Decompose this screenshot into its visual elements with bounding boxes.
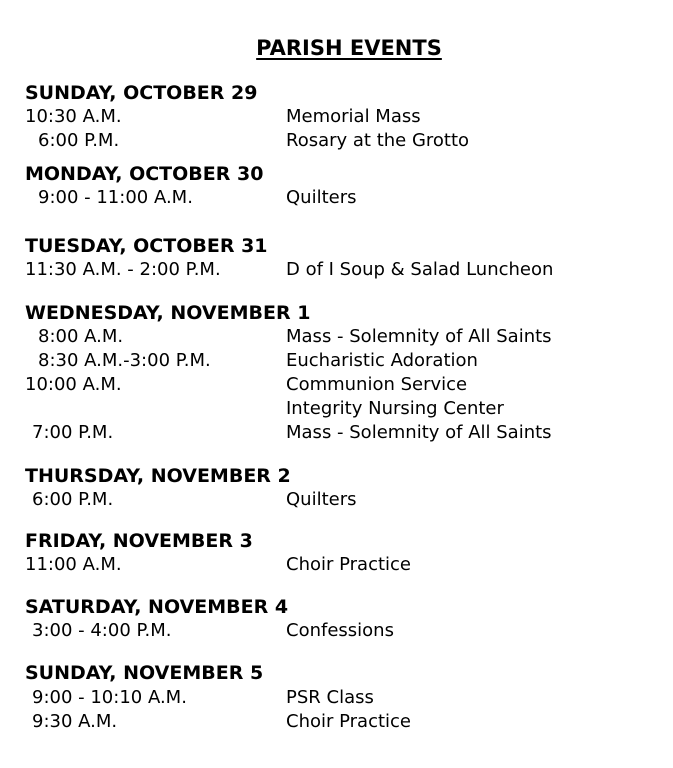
- day-heading: SUNDAY, NOVEMBER 5: [25, 662, 264, 684]
- event-time: 6:00 P.M.: [38, 130, 120, 151]
- event-name: D of I Soup & Salad Luncheon: [286, 259, 554, 280]
- day-heading: MONDAY, OCTOBER 30: [25, 163, 264, 185]
- event-name: Mass - Solemnity of All Saints: [286, 326, 552, 347]
- event-time: 3:00 - 4:00 P.M.: [32, 620, 172, 641]
- event-name: Quilters: [286, 489, 357, 510]
- event-time: 11:30 A.M. - 2:00 P.M.: [25, 259, 221, 280]
- day-heading: TUESDAY, OCTOBER 31: [25, 235, 268, 257]
- event-name-line2: Integrity Nursing Center: [286, 398, 504, 419]
- event-name: Mass - Solemnity of All Saints: [286, 422, 552, 443]
- event-time: 7:00 P.M.: [32, 422, 114, 443]
- event-time: 9:00 - 10:10 A.M.: [32, 687, 187, 708]
- event-time: 6:00 P.M.: [32, 489, 114, 510]
- event-name: Communion Service: [286, 374, 468, 395]
- day-heading: SUNDAY, OCTOBER 29: [25, 82, 258, 104]
- day-heading: FRIDAY, NOVEMBER 3: [25, 530, 253, 552]
- event-name: Eucharistic Adoration: [286, 350, 478, 371]
- event-name: PSR Class: [286, 687, 374, 708]
- event-time: 8:30 A.M.-3:00 P.M.: [38, 350, 211, 371]
- event-name: Memorial Mass: [286, 106, 421, 127]
- event-name: Confessions: [286, 620, 394, 641]
- event-time: 9:30 A.M.: [32, 711, 118, 732]
- day-heading: SATURDAY, NOVEMBER 4: [25, 596, 289, 618]
- day-heading: WEDNESDAY, NOVEMBER 1: [25, 302, 311, 324]
- event-name: Choir Practice: [286, 554, 412, 575]
- event-name: Quilters: [286, 187, 357, 208]
- event-name: Rosary at the Grotto: [286, 130, 470, 151]
- event-time: 11:00 A.M.: [25, 554, 122, 575]
- event-time: 10:00 A.M.: [25, 374, 122, 395]
- page-title: PARISH EVENTS: [256, 36, 442, 60]
- event-name: Choir Practice: [286, 711, 412, 732]
- event-time: 9:00 - 11:00 A.M.: [38, 187, 193, 208]
- day-heading: THURSDAY, NOVEMBER 2: [25, 465, 291, 487]
- event-time: 10:30 A.M.: [25, 106, 122, 127]
- event-time: 8:00 A.M.: [38, 326, 124, 347]
